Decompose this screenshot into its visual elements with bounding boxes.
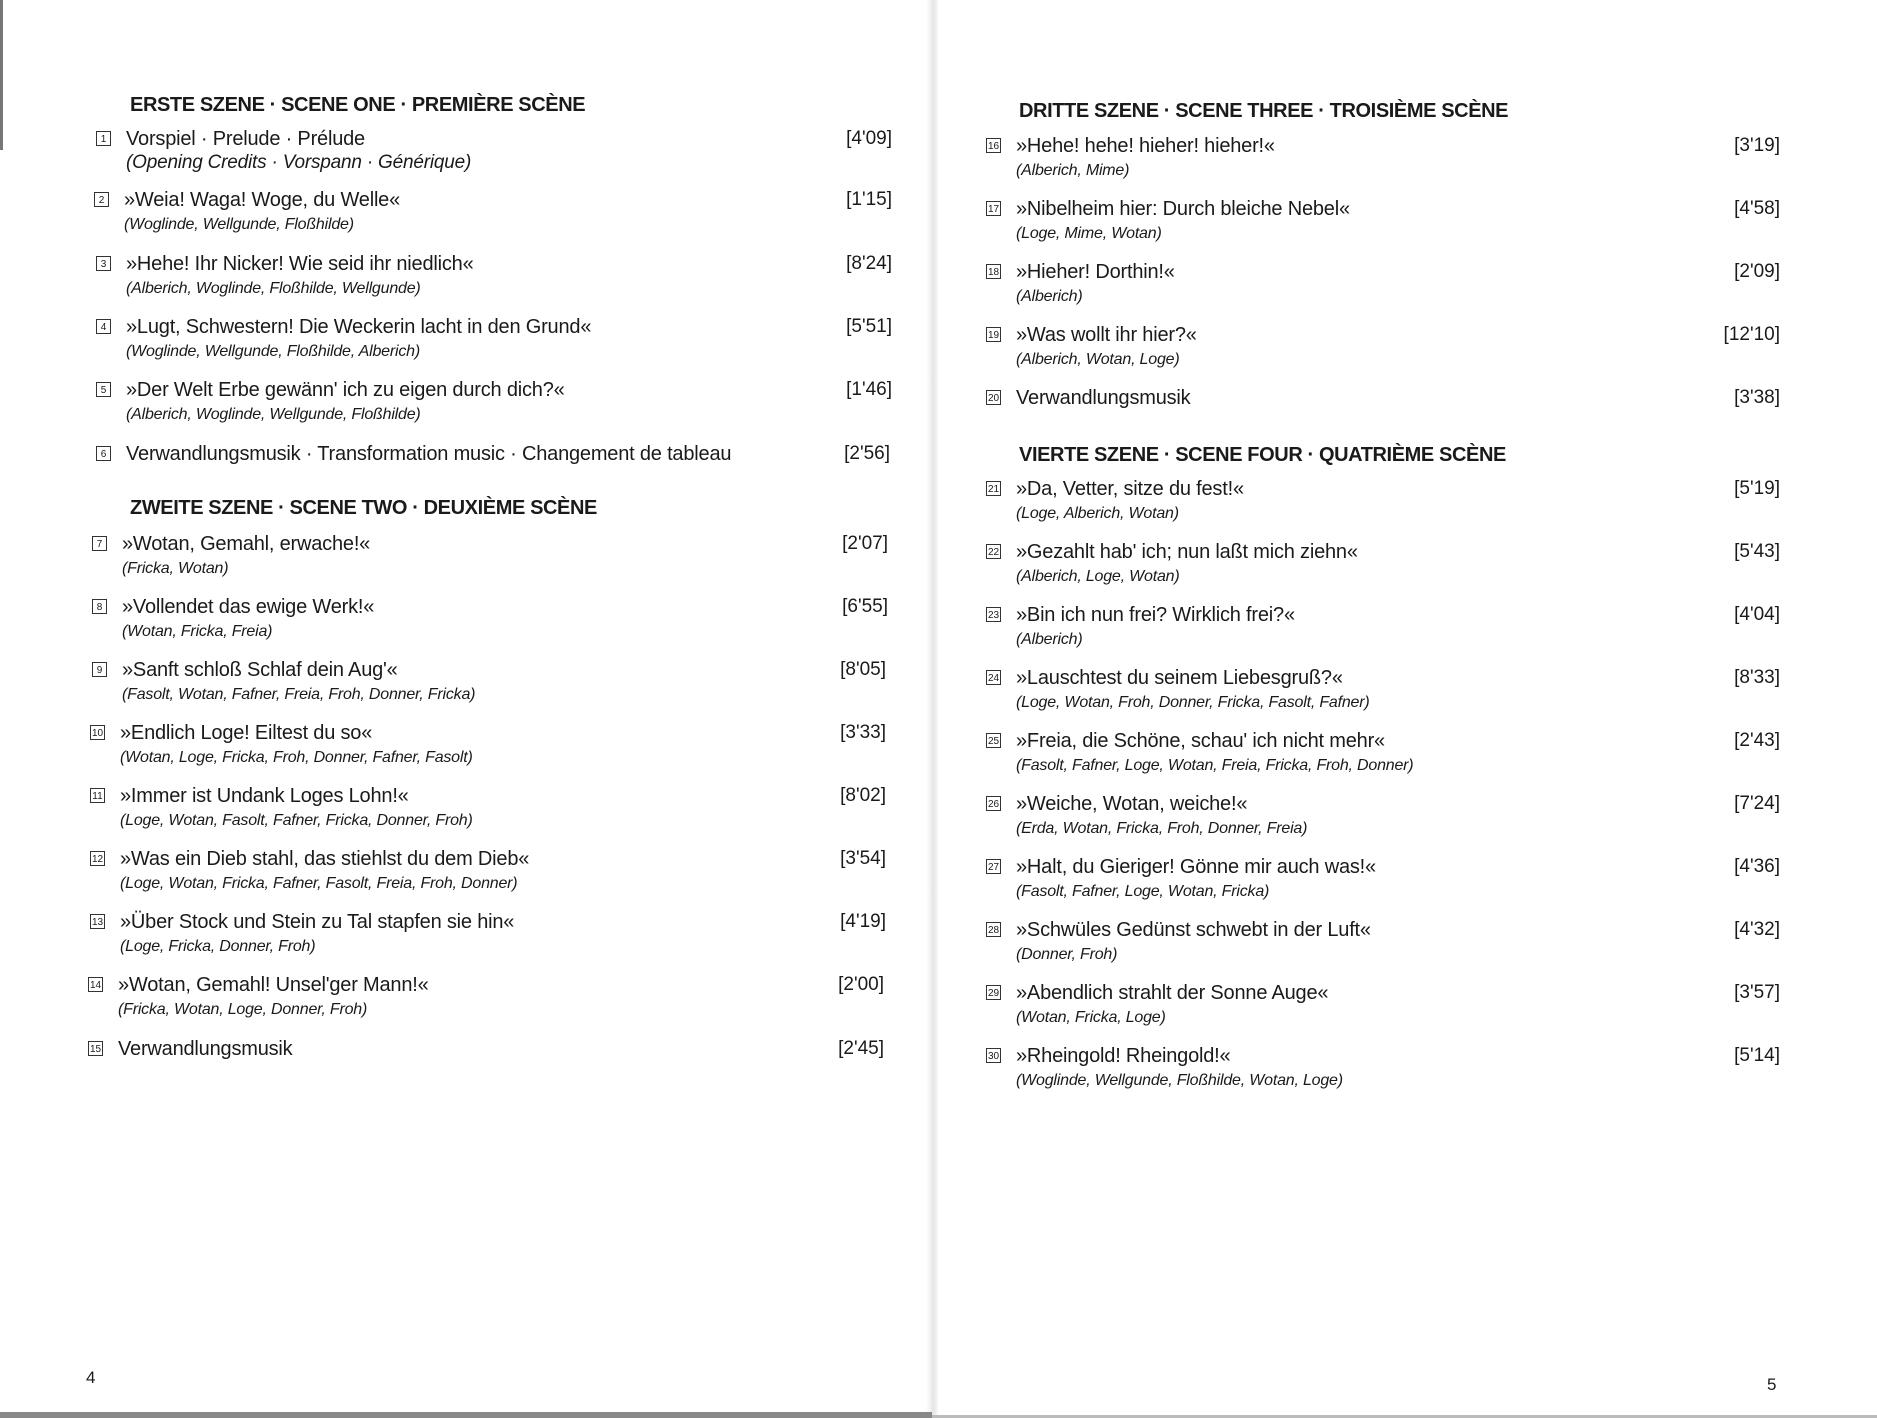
track-duration: [1'46] [846, 379, 892, 400]
track-title: »Weiche, Wotan, weiche!« [1016, 793, 1248, 815]
track-performers: (Loge, Mime, Wotan) [1016, 225, 1162, 242]
track-number-box: 19 [986, 327, 1001, 342]
track-title: »Nibelheim hier: Durch bleiche Nebel« [1016, 198, 1350, 220]
track-row [96, 253, 916, 305]
scan-bottom-edge [0, 1412, 932, 1418]
track-number-box: 30 [986, 1048, 1001, 1063]
track-duration: [2'09] [1734, 261, 1780, 282]
track-duration: [5'51] [846, 316, 892, 337]
track-number-box: 11 [90, 788, 105, 803]
track-duration: [4'36] [1734, 856, 1780, 877]
track-duration: [5'43] [1734, 541, 1780, 562]
track-duration: [3'38] [1734, 387, 1780, 408]
page-gutter [926, 0, 938, 1418]
scene-heading: DRITTE SZENE · SCENE THREE · TROISIÈME SCÈNE [1019, 100, 1509, 122]
track-duration: [2'00] [838, 974, 884, 995]
track-title: »Endlich Loge! Eiltest du so« [120, 722, 373, 744]
track-row [90, 785, 910, 837]
track-row [96, 379, 916, 431]
track-number-box: 29 [986, 985, 1001, 1000]
track-row [986, 324, 1806, 376]
track-title: »Lugt, Schwestern! Die Weckerin lacht in den Grund« [126, 316, 592, 338]
track-performers: (Wotan, Fricka, Loge) [1016, 1009, 1166, 1026]
track-title: »Hieher! Dorthin!« [1016, 261, 1175, 283]
track-duration: [8'05] [840, 659, 886, 680]
track-performers: (Fricka, Wotan) [122, 560, 229, 577]
track-number-box: 17 [986, 201, 1001, 216]
track-number-box: 7 [92, 536, 107, 551]
track-title: »Bin ich nun frei? Wirklich frei?« [1016, 604, 1295, 626]
track-duration: [4'04] [1734, 604, 1780, 625]
track-title: »Hehe! Ihr Nicker! Wie seid ihr niedlich« [126, 253, 474, 275]
track-duration: [6'55] [842, 596, 888, 617]
track-row [986, 793, 1806, 845]
track-number-box: 20 [986, 390, 1001, 405]
track-number-box: 12 [90, 851, 105, 866]
track-duration: [5'19] [1734, 478, 1780, 499]
track-number-box: 24 [986, 670, 1001, 685]
track-row [986, 198, 1806, 250]
track-number-box: 23 [986, 607, 1001, 622]
track-row [986, 261, 1806, 313]
track-number-box: 1 [96, 131, 111, 146]
track-performers: (Woglinde, Wellgunde, Floßhilde, Wotan, Loge) [1016, 1072, 1343, 1089]
track-row [96, 316, 916, 368]
track-duration: [4'09] [846, 128, 892, 149]
track-duration: [2'07] [842, 533, 888, 554]
track-title: »Abendlich strahlt der Sonne Auge« [1016, 982, 1329, 1004]
track-row [96, 128, 916, 180]
track-title: »Weia! Waga! Woge, du Welle« [124, 189, 401, 211]
track-duration: [3'57] [1734, 982, 1780, 1003]
page-number: 4 [86, 1368, 96, 1387]
right-page [932, 0, 1877, 1418]
track-row [986, 919, 1806, 971]
track-performers: (Alberich, Loge, Wotan) [1016, 568, 1180, 585]
track-performers: (Wotan, Loge, Fricka, Froh, Donner, Fafner, Fasolt) [120, 749, 473, 766]
track-duration: [2'45] [838, 1038, 884, 1059]
scene-heading: ZWEITE SZENE · SCENE TWO · DEUXIÈME SCÈNE [130, 497, 597, 519]
track-row [986, 604, 1806, 656]
track-number-box: 3 [96, 256, 111, 271]
track-row [88, 974, 908, 1026]
track-row [90, 848, 910, 900]
track-duration: [8'02] [840, 785, 886, 806]
track-performers: (Alberich) [1016, 631, 1083, 648]
track-row [96, 443, 916, 495]
track-number-box: 26 [986, 796, 1001, 811]
track-title: »Halt, du Gieriger! Gönne mir auch was!« [1016, 856, 1376, 878]
track-row [92, 596, 912, 648]
track-row [986, 135, 1806, 187]
track-performers: (Fasolt, Fafner, Loge, Wotan, Fricka) [1016, 883, 1270, 900]
track-number-box: 21 [986, 481, 1001, 496]
track-number-box: 18 [986, 264, 1001, 279]
track-row [94, 189, 914, 241]
track-title: »Hehe! hehe! hieher! hieher!« [1016, 135, 1275, 157]
track-performers: (Alberich, Mime) [1016, 162, 1130, 179]
track-number-box: 22 [986, 544, 1001, 559]
track-title: »Sanft schloß Schlaf dein Aug'« [122, 659, 398, 681]
track-duration: [3'54] [840, 848, 886, 869]
track-title: »Immer ist Undank Loges Lohn!« [120, 785, 409, 807]
scene-heading: ERSTE SZENE · SCENE ONE · PREMIÈRE SCÈNE [130, 94, 586, 116]
track-duration: [4'58] [1734, 198, 1780, 219]
track-title: »Gezahlt hab' ich; nun laßt mich ziehn« [1016, 541, 1358, 563]
track-number-box: 13 [90, 914, 105, 929]
track-duration: [1'15] [846, 189, 892, 210]
track-title: Verwandlungsmusik [118, 1038, 293, 1060]
track-row [986, 1045, 1806, 1097]
track-title: »Was ein Dieb stahl, das stiehlst du dem Dieb« [120, 848, 530, 870]
track-number-box: 15 [88, 1041, 103, 1056]
track-row [90, 722, 910, 774]
track-title: Verwandlungsmusik · Transformation music · Changement de tableau [126, 443, 732, 465]
track-title: »Freia, die Schöne, schau' ich nicht mehr« [1016, 730, 1385, 752]
track-number-box: 9 [92, 662, 107, 677]
track-performers: (Erda, Wotan, Fricka, Froh, Donner, Freia) [1016, 820, 1308, 837]
track-number-box: 6 [96, 446, 111, 461]
track-performers: (Loge, Alberich, Wotan) [1016, 505, 1179, 522]
track-duration: [7'24] [1734, 793, 1780, 814]
track-number-box: 28 [986, 922, 1001, 937]
track-number-box: 8 [92, 599, 107, 614]
track-performers: (Alberich, Woglinde, Wellgunde, Floßhilde) [126, 406, 421, 423]
track-number-box: 27 [986, 859, 1001, 874]
track-performers: (Woglinde, Wellgunde, Floßhilde, Alberich) [126, 343, 420, 360]
track-duration: [4'19] [840, 911, 886, 932]
track-number-box: 10 [90, 725, 105, 740]
track-row [90, 911, 910, 963]
track-performers: (Loge, Wotan, Fricka, Fafner, Fasolt, Freia, Froh, Donner) [120, 875, 518, 892]
track-title: »Da, Vetter, sitze du fest!« [1016, 478, 1244, 500]
track-row [986, 478, 1806, 530]
scene-heading: VIERTE SZENE · SCENE FOUR · QUATRIÈME SCÈNE [1019, 444, 1506, 466]
track-title: »Vollendet das ewige Werk!« [122, 596, 375, 618]
track-title: »Lauschtest du seinem Liebesgruß?« [1016, 667, 1343, 689]
track-title: »Über Stock und Stein zu Tal stapfen sie hin« [120, 911, 515, 933]
track-duration: [4'32] [1734, 919, 1780, 940]
track-number-box: 5 [96, 382, 111, 397]
track-performers: (Alberich, Woglinde, Floßhilde, Wellgunde) [126, 280, 421, 297]
track-title: »Schwüles Gedünst schwebt in der Luft« [1016, 919, 1371, 941]
track-performers: (Loge, Wotan, Froh, Donner, Fricka, Fasolt, Fafner) [1016, 694, 1370, 711]
track-duration: [2'43] [1734, 730, 1780, 751]
track-performers: (Wotan, Fricka, Freia) [122, 623, 273, 640]
track-performers: (Alberich) [1016, 288, 1083, 305]
track-row [92, 659, 912, 711]
left-page [0, 0, 932, 1418]
track-row [986, 387, 1806, 439]
track-performers: (Loge, Wotan, Fasolt, Fafner, Fricka, Donner, Froh) [120, 812, 473, 829]
track-row [88, 1038, 908, 1090]
track-performers: (Donner, Froh) [1016, 946, 1118, 963]
track-performers: (Opening Credits · Vorspann · Générique) [126, 152, 472, 173]
track-title: »Rheingold! Rheingold!« [1016, 1045, 1231, 1067]
track-row [986, 982, 1806, 1034]
track-duration: [2'56] [844, 443, 890, 464]
track-performers: (Alberich, Wotan, Loge) [1016, 351, 1180, 368]
track-title: »Der Welt Erbe gewänn' ich zu eigen durch dich?« [126, 379, 565, 401]
track-number-box: 16 [986, 138, 1001, 153]
track-performers: (Fricka, Wotan, Loge, Donner, Froh) [118, 1001, 368, 1018]
track-duration: [8'24] [846, 253, 892, 274]
track-performers: (Loge, Fricka, Donner, Froh) [120, 938, 316, 955]
track-duration: [8'33] [1734, 667, 1780, 688]
track-duration: [3'19] [1734, 135, 1780, 156]
track-title: »Wotan, Gemahl! Unsel'ger Mann!« [118, 974, 429, 996]
scan-edge-mark [0, 0, 3, 150]
track-number-box: 2 [94, 192, 109, 207]
track-performers: (Fasolt, Wotan, Fafner, Freia, Froh, Donner, Fricka) [122, 686, 476, 703]
track-row [986, 541, 1806, 593]
track-row [986, 856, 1806, 908]
track-performers: (Woglinde, Wellgunde, Floßhilde) [124, 216, 354, 233]
track-title: »Was wollt ihr hier?« [1016, 324, 1197, 346]
track-duration: [3'33] [840, 722, 886, 743]
page-number: 5 [1767, 1375, 1777, 1394]
track-performers: (Fasolt, Fafner, Loge, Wotan, Freia, Fricka, Froh, Donner) [1016, 757, 1414, 774]
track-duration: [12'10] [1723, 324, 1780, 345]
track-row [986, 730, 1806, 782]
track-title: Verwandlungsmusik [1016, 387, 1191, 409]
track-title: Vorspiel · Prelude · Prélude [126, 128, 365, 150]
track-duration: [5'14] [1734, 1045, 1780, 1066]
track-number-box: 14 [88, 977, 103, 992]
track-number-box: 25 [986, 733, 1001, 748]
track-number-box: 4 [96, 319, 111, 334]
track-row [986, 667, 1806, 719]
track-title: »Wotan, Gemahl, erwache!« [122, 533, 371, 555]
track-row [92, 533, 912, 585]
